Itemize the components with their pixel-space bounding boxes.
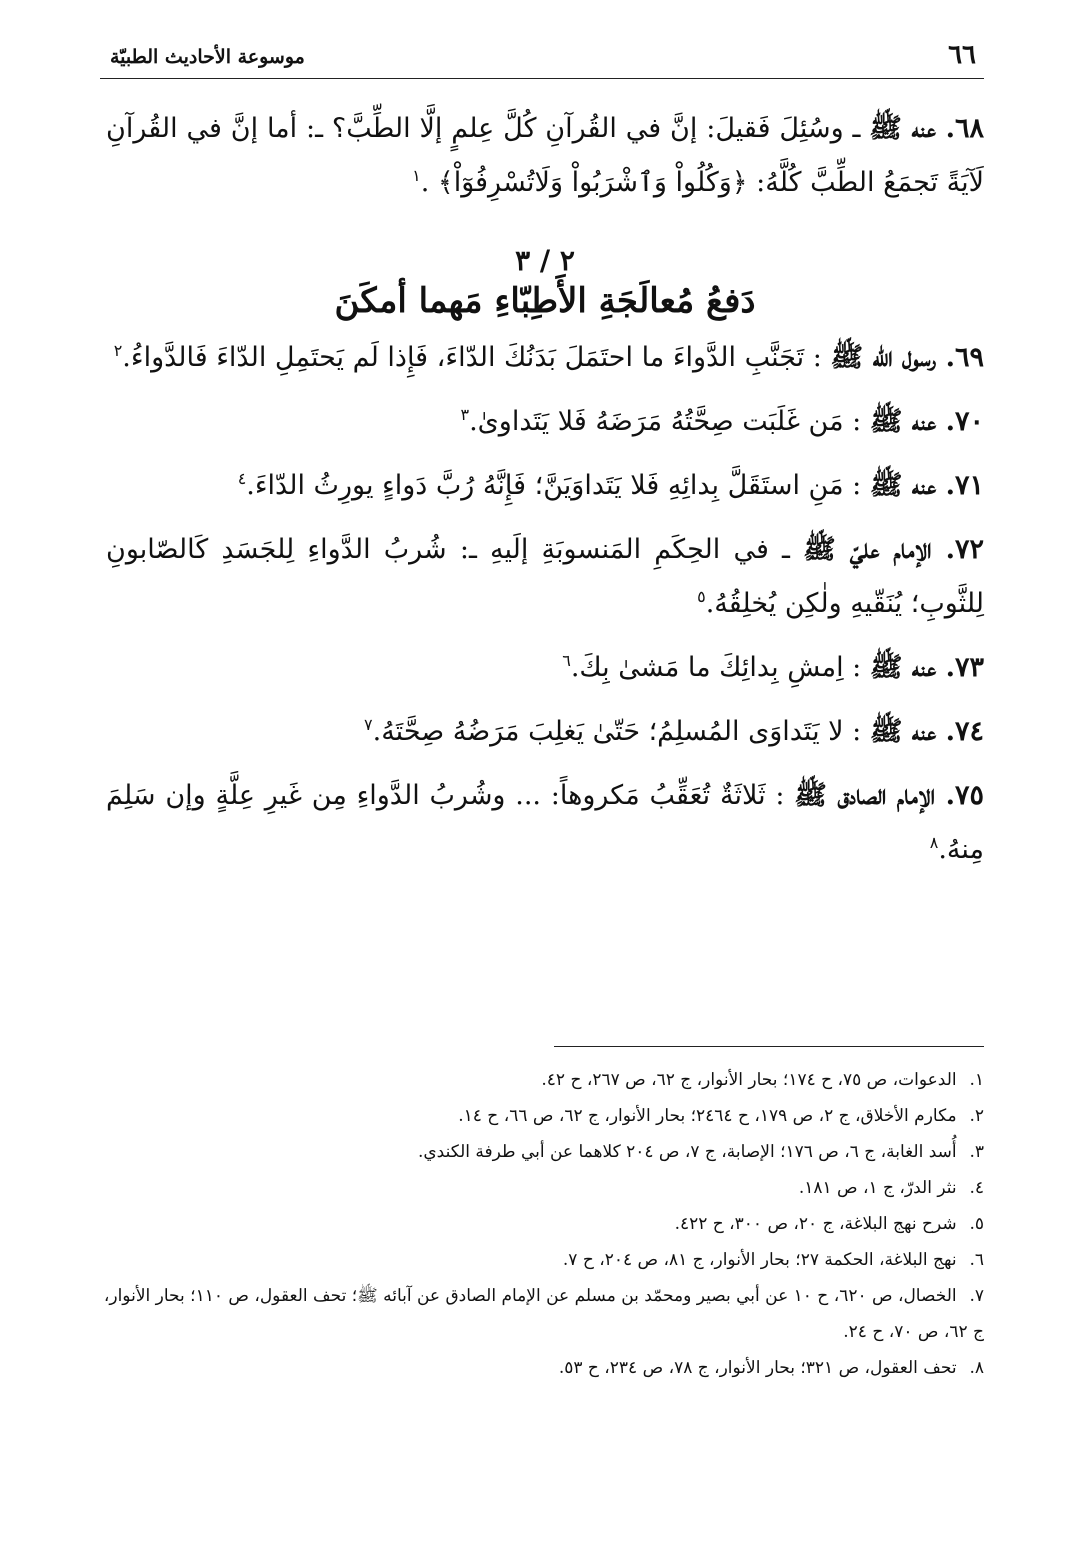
footnote-text: نهج البلاغة، الحكمة ٢٧؛ بحار الأنوار، ج ٨١، ص ٢٠٤، ح ٧. [562, 1250, 957, 1270]
footnote-text: الخصال، ص ٦٢٠، ح ١٠ عن أبي بصير ومحمّد بن مسلم عن الإمام الصادق عن آبائه ﷺ؛ تحف العقول، ص ١١٠؛ بحار الأنوار، ج ٦٢، ص ٧٠، ح ٢٤. [103, 1286, 984, 1342]
footnote-3 [100, 1134, 984, 1170]
hadith-text: : مَن غَلَبَت صِحَّتُهُ مَرَضَهُ فَلا يَتَداوىٰ. [469, 406, 870, 437]
footnote-ref: ٥ [697, 587, 706, 606]
hadith-narrator: ٧٢. الإمام عليّ ﷺ [803, 534, 984, 565]
footnote-number: ٨. [969, 1358, 984, 1378]
footnote-text: نثر الدرّ، ج ١، ص ١٨١. [798, 1178, 957, 1198]
footnote-ref: ٣ [460, 405, 470, 424]
hadith-text: ـ وسُئِلَ فَقيلَ: إنَّ في القُرآنِ كُلَّ عِلمٍ إلَّا الطِّبَّ؟ ـ: أما إنَّ في القُرآنِ لَآيَةً تَجمَعُ الطِّبَّ كُلَّهُ: ﴿وَكُلُواْ وَٱشْرَبُواْ وَلَاتُسْرِفُوٓاْ﴾ . [106, 113, 984, 198]
footnote-1 [100, 1062, 984, 1098]
footnote-8 [100, 1350, 984, 1386]
footnote-text: تحف العقول، ص ٣٢١؛ بحار الأنوار، ج ٧٨، ص ٢٣٤، ح ٥٣. [558, 1358, 957, 1378]
hadith-71 [106, 459, 984, 513]
footnote-4 [100, 1170, 984, 1206]
hadith-narrator: ٧٣. عنه ﷺ [869, 652, 984, 683]
footnote-text: الدعوات، ص ٧٥، ح ١٧٤؛ بحار الأنوار، ج ٦٢، ص ٢٦٧، ح ٤٢. [541, 1070, 957, 1090]
hadith-narrator: ٦٨. عنه ﷺ [869, 113, 985, 144]
footnote-number: ٦. [969, 1250, 984, 1270]
hadith-74 [106, 705, 984, 759]
hadith-73 [106, 641, 984, 695]
footnote-ref: ٧ [364, 715, 373, 734]
hadith-69 [106, 331, 984, 385]
footnote-ref: ١ [412, 166, 421, 185]
footnote-5 [100, 1206, 984, 1242]
hadith-text: : ثَلاثَةٌ تُعَقِّبُ مَكروهاً: ... وشُربُ الدَّواءِ مِن غَيرِ عِلَّةٍ وإن سَلِمَ مِنهُ. [106, 780, 984, 865]
section-title: دَفعُ مُعالَجَةِ الأَطِبّاءِ مَهما أمكَنَ [334, 281, 756, 321]
hadith-70 [106, 395, 984, 449]
footnote-number: ٤. [969, 1178, 984, 1198]
footnote-number: ٣. [969, 1142, 984, 1162]
footnote-ref: ٤ [237, 469, 247, 488]
footnote-number: ١. [969, 1070, 984, 1090]
footnote-text: شرح نهج البلاغة، ج ٢٠، ص ٣٠٠، ح ٤٢٢. [674, 1214, 957, 1234]
hadith-68 [106, 102, 984, 210]
hadith-narrator: ٧١. عنه ﷺ [869, 470, 984, 501]
hadith-narrator: ٧٠. عنه ﷺ [869, 406, 984, 437]
footnote-2 [100, 1098, 984, 1134]
footnote-ref: ٢ [113, 341, 123, 360]
footnote-number: ٥. [969, 1214, 984, 1234]
footnote-ref: ٨ [929, 833, 939, 852]
footnote-ref: ٦ [562, 651, 571, 670]
footnote-6 [100, 1242, 984, 1278]
hadith-text: ـ في الحِكَمِ المَنسوبَةِ إلَيهِ ـ: شُربُ الدَّواءِ لِلجَسَدِ كَالصّابونِ لِلثَّوبِ؛ يُنَقّيهِ ولٰكِن يُخلِقُهُ. [106, 534, 984, 619]
hadith-text: : مَنِ استَقَلَّ بِدائِهِ فَلا يَتَداوَيَنَّ؛ فَإِنَّهُ رُبَّ دَواءٍ يورِثُ الدّاءَ. [246, 470, 870, 501]
hadith-75 [106, 769, 984, 877]
footnote-number: ٧. [969, 1286, 984, 1306]
running-head [100, 38, 984, 79]
footnote-number: ٢. [969, 1106, 984, 1126]
hadith-text: : لا يَتَداوَى المُسلِمُ؛ حَتّىٰ يَغلِبَ مَرَضُهُ صِحَّتَهُ. [372, 716, 870, 747]
footnote-text: مكارم الأخلاق، ج ٢، ص ١٧٩، ح ٢٤٦٤؛ بحار الأنوار، ج ٦٢، ص ٦٦، ح ١٤. [458, 1106, 957, 1126]
book-title: موسوعة الأحاديث الطبيّة [110, 46, 305, 68]
hadith-narrator: ٧٥. الإمام الصادق ﷺ [794, 780, 984, 811]
footnotes [100, 1062, 984, 1386]
hadith-text: : تَجَنَّبِ الدَّواءَ ما احتَمَلَ بَدَنُكَ الدّاءَ، فَإِذا لَم يَحتَمِلِ الدّاءَ فَالدَّواءُ. [122, 342, 831, 373]
hadith-72 [106, 523, 984, 631]
hadith-narrator: ٧٤. عنه ﷺ [869, 716, 984, 747]
footnote-7 [100, 1278, 984, 1350]
body-text [106, 102, 984, 887]
footnote-text: أُسد الغابة، ج ٦، ص ١٧٦؛ الإصابة، ج ٧، ص ٢٠٤ كلاهما عن أبي طرفة الكندي. [417, 1142, 957, 1162]
page-number: ٦٦ [948, 40, 976, 70]
hadith-narrator: ٦٩. رسول الله ﷺ [830, 342, 984, 373]
footnote-divider [554, 1046, 984, 1047]
hadith-text: : اِمشِ بِدائِكَ ما مَشىٰ بِكَ. [570, 652, 870, 683]
section-number: ٢ / ٣ [515, 244, 575, 277]
